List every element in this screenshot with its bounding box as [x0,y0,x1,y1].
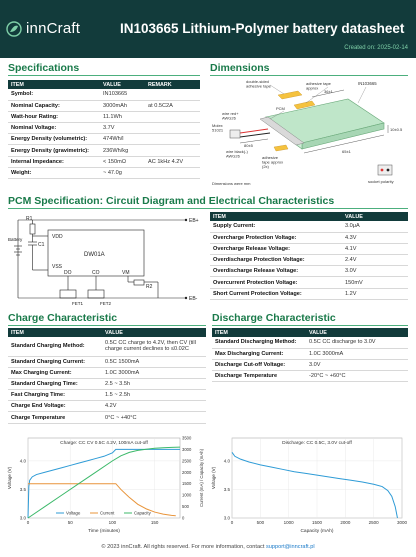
table-row [210,277,408,288]
table-row [210,255,408,266]
pcm-value: 4.3V [342,232,408,243]
dimensions-divider [210,75,408,76]
pcm-value: 150mV [342,277,408,288]
spec-remark: at 0.5C2A [145,100,200,111]
x-tick-label: 50 [67,520,73,525]
table-row [212,337,408,348]
chart-title: Charge: CC CV 0.5C 4.2V, 100mA cut-off [60,441,148,446]
charge-item: Charge End Voltage: [8,401,102,412]
table-row [8,167,200,178]
socket-icon [378,165,392,175]
spec-col-item: ITEM [8,80,100,89]
y-axis-label: Voltage (V) [7,466,12,490]
do-label: DO [64,270,72,276]
y-axis-label: Voltage (V) [211,466,216,490]
molex-label: Molex 51021 [212,123,224,133]
part-label: IN103665 [358,81,377,86]
y-tick-label: 3.5 [19,486,26,492]
spec-col-value: VALUE [100,80,145,89]
x-tick-label: 150 [150,520,159,525]
r1-label: R1 [26,216,33,222]
pcm-item: Overcharge Protection Voltage: [210,232,342,243]
pcm-divider [8,208,408,209]
spec-value: IN103665 [100,89,145,100]
vm-label: VM [122,270,130,276]
pcm-label: PCM [276,106,285,111]
socket-pin-negative [387,169,390,172]
table-row [8,401,206,412]
x-tick-label: 0 [230,520,234,525]
x-tick-label: 100 [108,520,117,525]
charge-item: Standard Charging Time: [8,378,102,389]
spec-item: Energy Density (volumetric): [8,134,100,145]
table-row [8,378,206,389]
charge-value: 1.0C 3000mA [102,367,206,378]
charge-item: Standard Charging Method: [8,337,102,356]
table-row [8,156,200,167]
pcm-value: 1.2V [342,288,408,299]
charge-item: Max Charging Current: [8,367,102,378]
thickness-dim-label: 10±0.5 [390,127,403,132]
discharge-value: 1.0C 3000mA [306,348,408,359]
x-tick-label: 0 [26,520,30,525]
socket-pin-positive [381,169,384,172]
charge-divider [8,325,206,326]
brand-name: innCraft [26,20,81,37]
x-axis-label: Time (minutes) [88,529,120,534]
discharge-value: 3.0V [306,359,408,370]
charge-item: Standard Charging Current: [8,356,102,367]
spec-item: Nominal Capacity: [8,100,100,111]
spec-value: 3000mAh [100,100,145,111]
chart-title: Discharge: CC 0.5C, 3.0V cut-off [282,441,352,446]
table-row [8,134,200,145]
red-wire [240,129,268,133]
discharge-col-item: ITEM [212,328,306,337]
spec-remark [145,111,200,122]
ebp-terminal [185,219,187,221]
specifications-divider [8,75,200,76]
pcm-item: Overcurrent Protection Voltage: [210,277,342,288]
support-email-link[interactable]: support@inncraft.pl [265,544,315,550]
y2-tick-label: 500 [182,504,189,510]
created-date: Created on: 2025-02-14 [344,45,408,51]
pcm-item: Overdischarge Release Voltage: [210,266,342,277]
tape-label: double-sided adhesive tape [246,79,271,89]
x-tick-label: 1500 [311,520,323,525]
pcm-item: Supply Current: [210,221,342,232]
discharge-item: Discharge Temperature [212,371,306,382]
discharge-value: 0.5C CC discharge to 3.0V [306,337,408,348]
x-tick-label: 2500 [368,520,379,525]
black-wire-label: wire black(-) AWG26 [226,149,248,159]
double-sided-tape [278,91,302,99]
r2-label: R2 [146,284,153,290]
wire-dim-label: 80±5 [244,143,253,148]
y-tick-label: 3.5 [223,486,230,492]
charge-table [8,328,206,424]
discharge-table [212,328,408,382]
spec-value: 11.1Wh [100,111,145,122]
table-row [212,371,408,382]
pcm-col-value: VALUE [342,212,408,221]
discharge-item: Discharge Cut-off Voltage: [212,359,306,370]
spec-remark [145,145,200,156]
table-row [8,412,206,423]
charge-value: 0°C ~ +40°C [102,412,206,423]
x-tick-label: 2000 [340,520,351,525]
x-tick-label: 500 [256,520,265,525]
discharge-divider [212,325,408,326]
discharge-value: -20°C ~ +60°C [306,371,408,382]
y-tick-label: 4.0 [223,458,230,464]
table-row [8,100,200,111]
legend-label-voltage: Voltage [66,510,81,516]
spec-value: ~ 47.0g [100,167,145,178]
ebm-label: EB- [189,296,198,302]
ebm-terminal [185,297,187,299]
spec-remark [145,167,200,178]
spec-col-remark: REMARK [145,80,200,89]
pcm-circuit-diagram [8,210,204,310]
spec-remark: AC 1kHz 4.2V [145,156,200,167]
y2-tick-label: 1500 [182,481,192,487]
co-label: CO [92,270,100,276]
pcm-item: Overdischarge Protection Voltage: [210,255,342,266]
charge-col-item: ITEM [8,328,102,337]
charge-item: Charge Temperature [8,412,102,423]
r1-resistor [30,224,35,234]
x-axis-label: Capacity (mAh) [300,529,334,534]
table-row [8,337,206,356]
battery-label: Battery [8,237,23,242]
length-dim-label: 65±1 [342,149,351,154]
fet2-label: FET2 [100,301,112,306]
table-row [210,232,408,243]
x-tick-label: 1000 [283,520,294,525]
vdd-label: VDD [52,234,63,240]
dimension-note: Dimensions were mm [212,181,251,186]
pcm-col-item: ITEM [210,212,342,221]
spec-remark [145,89,200,100]
spec-item: Watt-hour Rating: [8,111,100,122]
pcm-value: 2.4V [342,255,408,266]
dimensions-heading: Dimensions [210,62,270,74]
leaf-logo-icon [6,21,22,37]
pcm-table [210,212,408,300]
charge-item: Fast Charging Time: [8,390,102,401]
r2-resistor [134,280,144,285]
y-tick-label: 3.0 [223,515,230,521]
ic-label: DW01A [84,252,105,258]
part-leader [358,87,366,103]
table-row [210,243,408,254]
brand-logo [6,20,116,40]
table-row [8,123,200,134]
table-row [212,359,408,370]
pcm-item: Short Current Protection Voltage: [210,288,342,299]
spec-value: 3.7V [100,123,145,134]
adhesive-tape-bottom [274,145,288,151]
table-row [210,266,408,277]
y2-tick-label: 0 [182,515,185,521]
discharge-col-value: VALUE [306,328,408,337]
molex-connector [230,130,240,138]
table-row [210,221,408,232]
spec-value: < 150mΩ [100,156,145,167]
legend-label-current: Current [100,510,115,516]
discharge-item: Standard Discharging Method: [212,337,306,348]
table-row [210,288,408,299]
y2-tick-label: 1000 [182,492,192,498]
spec-item: Energy Density (gravimetric): [8,145,100,156]
table-row [8,111,200,122]
y2-tick-label: 3000 [182,446,192,452]
spec-item: Symbol: [8,89,100,100]
specifications-heading: Specifications [8,62,80,74]
tape-leader [270,85,284,94]
spec-item: Nominal Voltage: [8,123,100,134]
header-bar [0,0,416,58]
spec-item: Internal Impedance: [8,156,100,167]
legend-label-capacity: Capacity [134,510,151,516]
spec-item: Weight: [8,167,100,178]
y-tick-label: 3.0 [19,515,26,521]
x-tick-label: 3000 [396,520,408,525]
footer-text: © 2023 innCraft. All rights reserved. For more information, contact [101,544,266,550]
ebp-label: EB+ [189,218,199,224]
socket-polarity-label: socket polarity [368,179,394,184]
charge-value: 2.5 ~ 3.5h [102,378,206,389]
charge-curve-chart [6,428,206,540]
table-row [8,390,206,401]
pcm-value: 3.0V [342,266,408,277]
pcm-heading: PCM Specification: Circuit Diagram and Electrical Characteristics [8,195,335,207]
table-row [212,348,408,359]
table-row [8,367,206,378]
fet1-label: FET1 [72,301,84,306]
y2-axis-label: Current (mA) / Capacity (mAh) [199,448,204,508]
specifications-table [8,80,200,179]
discharge-item: Max Discharging Current: [212,348,306,359]
y2-tick-label: 2500 [182,458,192,464]
y2-tick-label: 3500 [182,435,192,441]
vss-label: VSS [52,264,63,270]
plot-area [28,438,180,518]
charge-col-value: VALUE [102,328,206,337]
pcm-item: Overcharge Release Voltage: [210,243,342,254]
table-row [8,89,200,100]
charge-value: 1.5 ~ 2.5h [102,390,206,401]
black-wire [240,133,270,137]
battery-dimension-drawing [208,77,410,189]
red-wire-label: wire red+ AWG26 [222,111,239,121]
pcm-value: 4.1V [342,243,408,254]
pcm-value: 3.0μA [342,221,408,232]
discharge-curve-chart [210,428,410,540]
y2-tick-label: 2000 [182,469,192,475]
spec-value: 236Wh/kg [100,145,145,156]
fet1-transistor [60,290,76,298]
charge-value: 0.5C 1500mA [102,356,206,367]
document-title: IN103665 Lithium-Polymer battery datasheet [120,21,405,36]
black-tape-label: adhesive tape approx (2x) [262,155,284,170]
charge-heading: Charge Characteristic [8,312,118,324]
c1-label: C1 [38,242,45,248]
discharge-heading: Discharge Characteristic [212,312,336,324]
spec-remark [145,123,200,134]
adhesive-label: adhesive tape approx [306,81,331,91]
table-row [8,145,200,156]
width-dim-label: 36±1 [324,89,333,94]
charge-value: 0.5C CC charge to 4.2V, then CV (till charge current declines to ≤0.02C [102,337,206,356]
spec-remark [145,134,200,145]
spec-value: 474Wh/l [100,134,145,145]
table-row [8,356,206,367]
y-tick-label: 4.0 [19,458,26,464]
fet2-transistor [88,290,104,298]
charge-value: 4.2V [102,401,206,412]
footer [0,544,416,550]
